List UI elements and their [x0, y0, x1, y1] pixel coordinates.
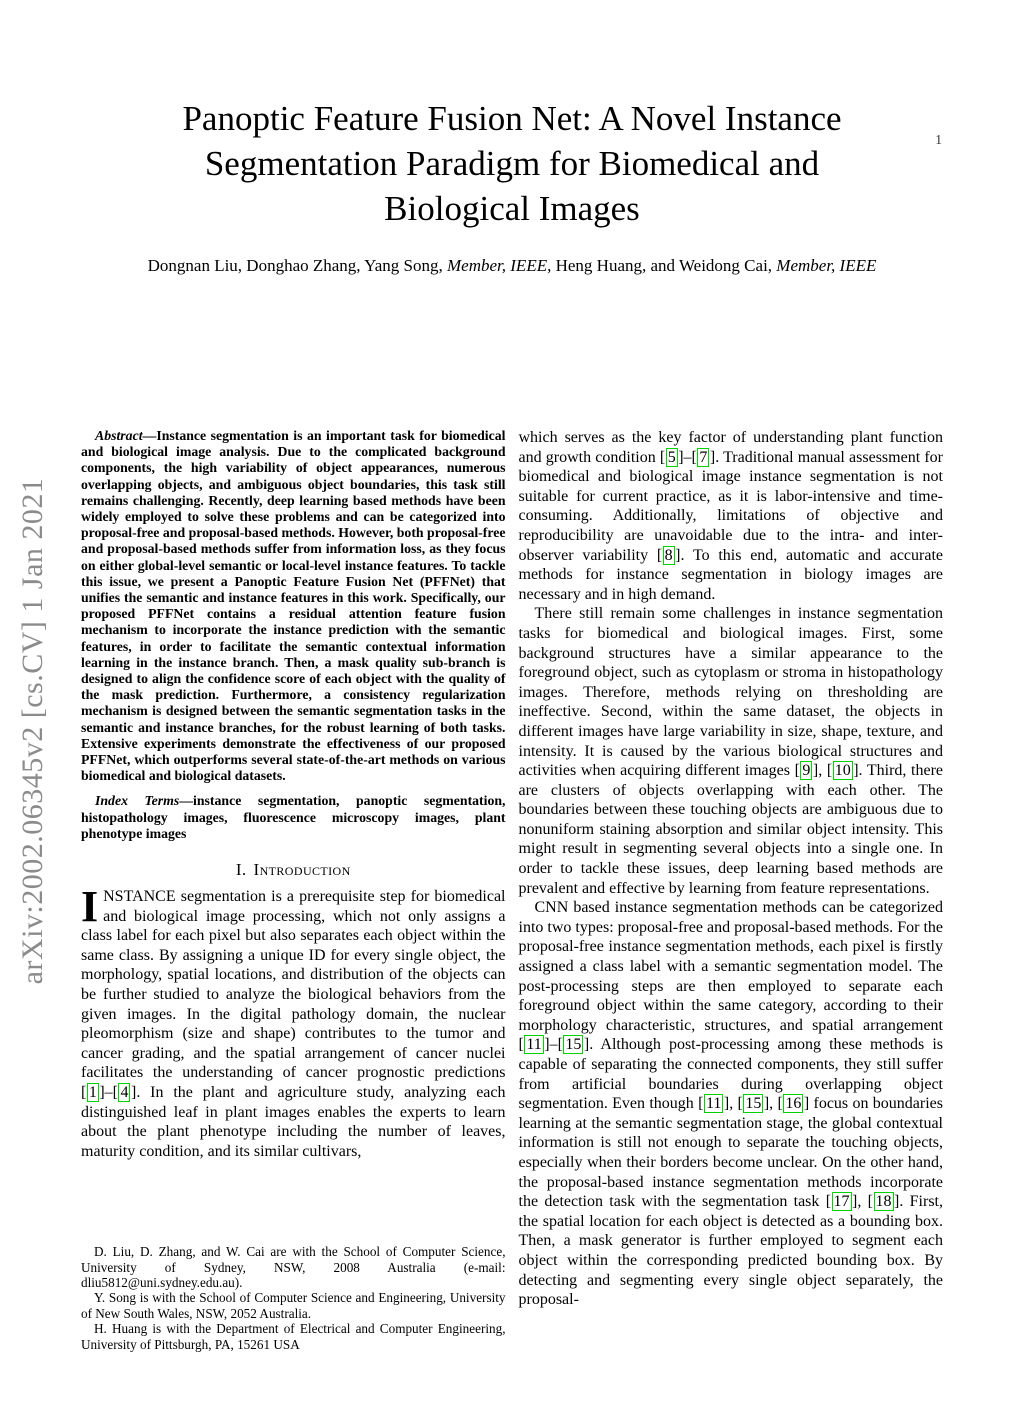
- citation-link[interactable]: 11: [705, 1095, 722, 1113]
- footnote-affiliation-2: Y. Song is with the School of Computer Science and Engineering, University of New South Wales, NSW, 2052 Australia.: [81, 1290, 506, 1321]
- abstract-text: —Instance segmentation is an important task for biomedical and biological image analysis. Due to the complicated background components, the high variability of object appearances, numerous overlapping objects, and ambiguous object boundaries, this task still remains challenging. Recently, deep learning based methods have been widely employed to solve these problems and can be categorized into proposal-free and proposal-based methods. However, both proposal-free and proposal-based methods suffer from information loss, as they focus on either global-level semantic or local-level instance features. To tackle this issue, we present a Panoptic Feature Fusion Net (PFFNet) that unifies the semantic and instance features in this work. Specifically, our proposed PFFNet contains a residual attention feature fusion mechanism to incorporate the instance prediction with the semantic features, in order to facilitate the semantic contextual information learning in the instance branch. Then, a mask quality sub-branch is designed to align the confidence score of each object with the quality of the mask prediction. Furthermore, a consistency regularization mechanism is designed between the semantic segmentation tasks in the semantic and instance branches, for the robust learning of both tasks. Extensive experiments demonstrate the effectiveness of our proposed PFFNet, which outperforms several state-of-the-art methods on various biomedical and biological datasets.: [81, 428, 506, 784]
- author-line: [0, 256, 1024, 276]
- author-line-segment: Member, IEEE: [776, 256, 877, 275]
- intro-paragraph-1-right: which serves as the key factor of understanding plant function and growth condition [ 5 ]–[ 7 ]. Traditional manual assessment for biomedical and biological image instance segmentation is not suitable for current practice, as it is labor-intensive and time-consuming. Additionally, limitations of objective and reproducibility are unavoidable due to the intra- and inter-observer variability [ 8 ]. To this end, automatic and accurate methods for instance segmentation in biology images are necessary and in high demand.: [518, 429, 943, 603]
- abstract-paragraph: [81, 428, 506, 784]
- arxiv-stamp: arXiv:2002.06345v2 [cs.CV] 1 Jan 2021: [16, 477, 49, 985]
- author-line-segment: Dongnan Liu, Donghao Zhang, Yang Song,: [147, 256, 448, 275]
- two-column-body: [81, 428, 943, 1354]
- left-column: [81, 428, 506, 1354]
- paper-title-line-2: Segmentation Paradigm for Biomedical and: [204, 144, 820, 183]
- citation-link[interactable]: 4: [120, 1084, 129, 1102]
- citation-link[interactable]: 1: [88, 1084, 97, 1102]
- author-line-segment: Member, IEEE,: [447, 256, 552, 275]
- footnote-affiliation-3: H. Huang is with the Department of Electrical and Computer Engineering, University of Pittsburgh, PA, 15261 USA: [81, 1321, 506, 1352]
- section-title: Introduction: [253, 860, 351, 880]
- citation-link[interactable]: 7: [699, 448, 708, 466]
- citation-link[interactable]: 11: [526, 1036, 542, 1054]
- intro-paragraph-1-left: [81, 882, 506, 1161]
- citation-link[interactable]: 15: [565, 1036, 582, 1054]
- index-terms-paragraph: [81, 793, 506, 842]
- intro-paragraph-1-left-text: NSTANCE segmentation is a prerequisite step for biomedical and biological image processing, which not only assigns a class label for each pixel but also separates each object within the same class. By assigning a unique ID for every single object, the morphology, spatial locations, and distribution of the objects can be further studied to analyze the biological behaviors from the given images. In the digital pathology domain, the nuclear pleomorphism (size and shape) contributes to the tumor and cancer grading, and the spatial arrangement of cancer nuclei facilitates the understanding of cancer prognostic predictions [ 1 ]–[ 4 ]. In the plant and agriculture study, analyzing each distinguished leaf in plant images enables the experts to learn about the plant phenotype including the number of leaves, maturity condition, and its similar cultivars,: [81, 888, 506, 1160]
- intro-paragraph-2: There still remain some challenges in instance segmentation tasks for biomedical and biological images. First, some background structures have a similar appearance to the foreground object, such as cytoplasm or stroma in histopathology images. Therefore, methods relying on thresholding are ineffective. Second, within the same dataset, the objects in different images have large variability in size, shape, texture, and intensity. It is caused by the various biological structures and activities when acquiring different images [ 9 ], [ 10 ]. Third, there are clusters of objects overlapping with each other. The boundaries between these touching objects are ambiguous due to nonuniform staining absorption and similar object intensity. This might result in segmenting several objects into a single one. In order to tackle these issues, deep learning based methods are prevalent and effective by learning from feature representations.: [518, 605, 943, 897]
- right-column: [519, 428, 944, 1354]
- abstract-label: Abstract: [95, 428, 143, 443]
- index-terms-text: —instance segmentation, panoptic segmentation, histopathology images, fluorescence microscopy images, plant phenotype images: [81, 793, 506, 841]
- citation-link[interactable]: 17: [833, 1193, 850, 1211]
- index-terms-label: Index Terms: [95, 793, 180, 809]
- citation-link[interactable]: 16: [785, 1095, 802, 1113]
- author-line-segment: Heng Huang, and Weidong Cai,: [551, 256, 777, 275]
- citation-link[interactable]: 9: [802, 762, 811, 780]
- section-heading-introduction: [81, 860, 506, 880]
- citation-link[interactable]: 18: [875, 1193, 892, 1211]
- citation-link[interactable]: 10: [834, 762, 851, 780]
- intro-paragraph-3: CNN based instance segmentation methods can be categorized into two types: proposal-free and proposal-based methods. For the proposal-free instance segmentation methods, each pixel is firstly assigned a class label with a semantic segmentation model. The post-processing steps are then employed to separate each foreground object within the same category, according to their morphology characteristic, structures, and spatial arrangement [ 11 ]–[ 15 ]. Although post-processing among these methods is capable of separating the connected components, they still suffer from artificial boundaries during overlapping object segmentation. Even though [ 11 ], [ 15 ], [ 16 ] focus on boundaries learning at the semantic segmentation stage, the global contextual information is still not enough to separate the touching objects, especially when their borders become unclear. On the other hand, the proposal-based instance segmentation methods incorporate the detection task with the segmentation task [ 17 ], [ 18 ]. First, the spatial location for each object is detected as a bounding box. Then, a mask generator is further employed to segment each object within the corresponding predicted bounding box. By detecting and segmenting every single object separately, the proposal-: [518, 899, 943, 1309]
- paper-title-line-3: Biological Images: [384, 189, 640, 228]
- page-number: 1: [935, 132, 942, 147]
- citation-link[interactable]: 15: [745, 1095, 762, 1113]
- section-number: I.: [235, 860, 247, 880]
- footnote-affiliation-1: D. Liu, D. Zhang, and W. Cai are with the School of Computer Science, University of Sydney, NSW, 2008 Australia (e-mail: dliu5812@uni.sydney.edu.au).: [81, 1244, 506, 1290]
- citation-link[interactable]: 5: [667, 448, 676, 466]
- paper-title: [100, 96, 924, 231]
- dropcap-letter: I: [81, 882, 99, 932]
- author-affiliation-footnotes: [81, 1244, 506, 1352]
- paper-title-line-1: Panoptic Feature Fusion Net: A Novel Instance: [182, 99, 842, 138]
- paper-page: [0, 96, 1024, 1421]
- citation-link[interactable]: 8: [664, 546, 673, 564]
